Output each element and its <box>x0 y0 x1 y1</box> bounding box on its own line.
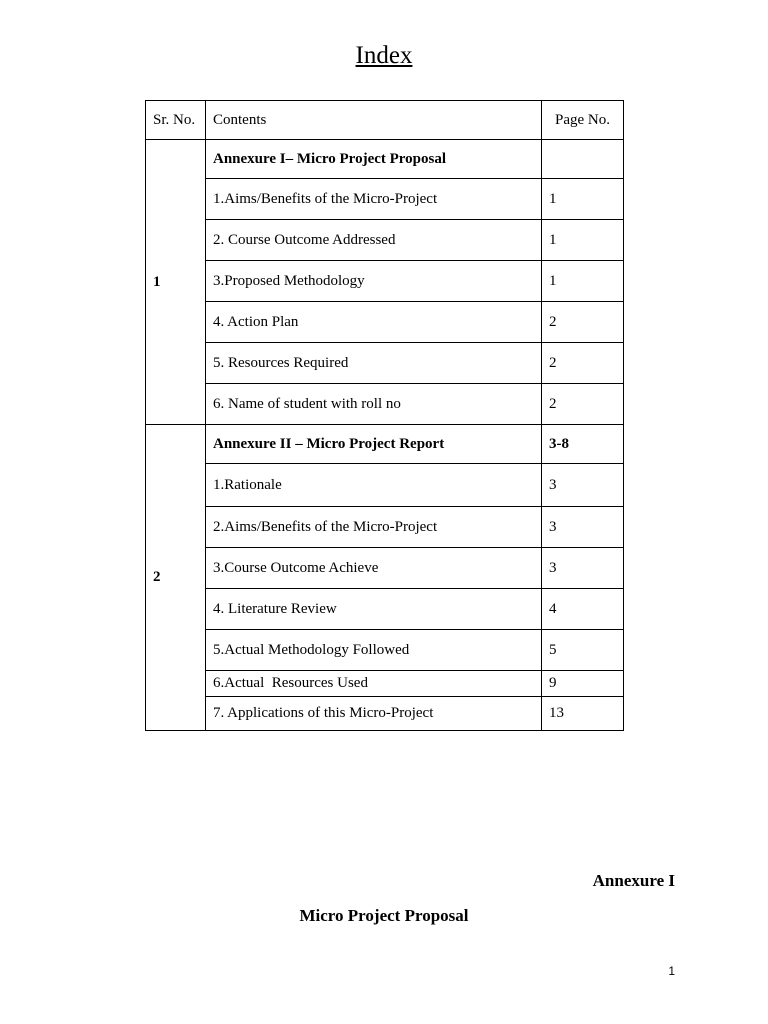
row-page: 3 <box>542 464 624 507</box>
table-row <box>146 697 624 731</box>
section-heading-page: 3-8 <box>542 425 624 464</box>
section-heading: Annexure II – Micro Project Report <box>206 425 542 464</box>
header-sr-no: Sr. No. <box>146 101 206 140</box>
row-content: 5.Actual Methodology Followed <box>206 630 542 671</box>
row-content: 4. Action Plan <box>206 302 542 343</box>
row-content: 2.Aims/Benefits of the Micro-Project <box>206 507 542 548</box>
table-row <box>146 630 624 671</box>
row-page: 5 <box>542 630 624 671</box>
section-heading-row <box>146 425 624 464</box>
header-page-no: Page No. <box>542 101 624 140</box>
table-row <box>146 302 624 343</box>
table-row <box>146 179 624 220</box>
table-row <box>146 671 624 697</box>
row-content: 3.Course Outcome Achieve <box>206 548 542 589</box>
row-page: 3 <box>542 507 624 548</box>
section-sr-no: 2 <box>146 425 206 731</box>
table-row <box>146 507 624 548</box>
row-content: 2. Course Outcome Addressed <box>206 220 542 261</box>
row-page: 9 <box>542 671 624 697</box>
table-row <box>146 589 624 630</box>
row-content: 6. Name of student with roll no <box>206 384 542 425</box>
row-page: 1 <box>542 220 624 261</box>
row-content: 1.Rationale <box>206 464 542 507</box>
table-row <box>146 464 624 507</box>
row-page: 2 <box>542 384 624 425</box>
row-page: 2 <box>542 343 624 384</box>
section-sr-no: 1 <box>146 140 206 425</box>
table-row <box>146 261 624 302</box>
page-number: 1 <box>668 964 675 978</box>
page-title: Index <box>355 42 413 69</box>
row-page: 1 <box>542 179 624 220</box>
row-content: 3.Proposed Methodology <box>206 261 542 302</box>
row-page: 2 <box>542 302 624 343</box>
table-row <box>146 548 624 589</box>
row-content: 4. Literature Review <box>206 589 542 630</box>
section-heading: Annexure I– Micro Project Proposal <box>206 140 542 179</box>
section-heading-page <box>542 140 624 179</box>
row-page: 13 <box>542 697 624 731</box>
table-row <box>146 220 624 261</box>
index-table <box>145 100 624 731</box>
row-content: 5. Resources Required <box>206 343 542 384</box>
row-page: 3 <box>542 548 624 589</box>
header-contents: Contents <box>206 101 542 140</box>
annexure-label: Annexure I <box>592 871 675 890</box>
table-row <box>146 343 624 384</box>
row-content: 7. Applications of this Micro-Project <box>206 697 542 731</box>
row-page: 1 <box>542 261 624 302</box>
table-header-row <box>146 101 624 140</box>
section-heading-row <box>146 140 624 179</box>
proposal-title: Micro Project Proposal <box>299 906 469 925</box>
row-content: 1.Aims/Benefits of the Micro-Project <box>206 179 542 220</box>
row-content: 6.Actual Resources Used <box>206 671 542 697</box>
table-row <box>146 384 624 425</box>
row-page: 4 <box>542 589 624 630</box>
